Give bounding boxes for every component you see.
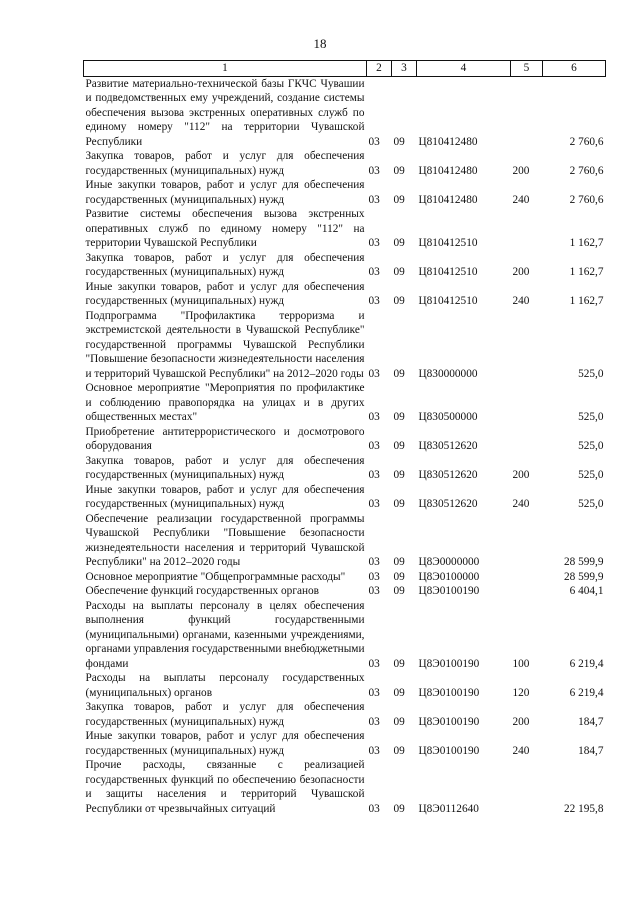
row-subsection: 09 (393, 657, 405, 670)
row-amount: 525,0 (578, 498, 604, 510)
row-name: Закупка товаров, работ и услуг для обеспечения государственных (муниципальных) нужд (85, 701, 365, 728)
row-name: Иные закупки товаров, работ и услуг для обеспечения государственных (муниципальных) нужд (85, 280, 365, 307)
row-expense-type (511, 584, 543, 599)
column-header-section: 2 (367, 61, 392, 77)
table-body (84, 76, 606, 816)
row-target-article: Ц810412510 (418, 266, 478, 278)
table-row (84, 483, 606, 512)
row-name: Развитие системы обеспечения вызова экстренных оперативных служб по единому номеру "112" на территории Чувашской Республики (85, 208, 365, 249)
row-target-article: Ц8Э0100190 (418, 585, 480, 597)
table-row (84, 309, 606, 382)
row-subsection: 09 (393, 266, 405, 278)
row-expense-type: 120 (512, 686, 530, 699)
row-section: 03 (368, 164, 380, 177)
row-target-article: Ц810412480 (418, 135, 478, 148)
row-name: Закупка товаров, работ и услуг для обеспечения государственных (муниципальных) нужд (85, 150, 365, 177)
row-section: 03 (368, 585, 380, 597)
row-target-article: Ц830512620 (418, 498, 478, 510)
page-number: 18 (313, 36, 327, 51)
row-expense-type: 100 (512, 657, 530, 670)
row-subsection: 09 (393, 440, 405, 452)
row-name: Приобретение антитеррористического и досмотрового оборудования (85, 425, 365, 452)
row-section: 03 (368, 135, 380, 148)
row-amount: 525,0 (578, 469, 604, 481)
row-section: 03 (368, 802, 380, 815)
row-expense-type (511, 309, 543, 382)
row-section: 03 (368, 570, 380, 583)
row-expense-type: 240 (512, 295, 530, 307)
row-target-article: Ц8Э0100190 (418, 744, 480, 757)
row-section: 03 (368, 715, 380, 728)
row-name: Закупка товаров, работ и услуг для обеспечения государственных (муниципальных) нужд (85, 454, 365, 481)
table-row (84, 454, 606, 483)
table-row (84, 251, 606, 280)
row-amount: 1 162,7 (569, 266, 604, 278)
row-name: Основное мероприятие "Общепрограммные расходы" (85, 570, 346, 583)
row-section: 03 (368, 744, 380, 757)
table-row (84, 729, 606, 758)
row-amount: 28 599,9 (563, 570, 604, 583)
row-target-article: Ц830512620 (418, 469, 478, 481)
row-target-article: Ц8Э0100000 (418, 570, 480, 583)
row-subsection: 09 (393, 164, 405, 177)
row-target-article: Ц8Э0112640 (418, 802, 479, 815)
row-target-article: Ц830000000 (418, 367, 478, 380)
row-amount: 525,0 (578, 367, 604, 380)
row-expense-type (511, 381, 543, 425)
row-amount: 1 162,7 (569, 295, 604, 307)
row-amount: 28 599,9 (563, 556, 604, 568)
row-subsection: 09 (393, 802, 405, 815)
row-subsection: 09 (393, 193, 405, 206)
row-name: Иные закупки товаров, работ и услуг для обеспечения государственных (муниципальных) нужд (85, 483, 365, 510)
row-amount: 184,7 (578, 744, 604, 757)
row-amount: 2 760,6 (569, 164, 604, 177)
column-header-amount: 6 (543, 61, 606, 77)
row-amount: 2 760,6 (569, 135, 604, 148)
row-section: 03 (368, 657, 380, 670)
row-target-article: Ц810412480 (418, 193, 478, 206)
table-row (84, 700, 606, 729)
row-target-article: Ц8Э0100190 (418, 686, 480, 699)
row-name: Обеспечение реализации государственной программы Чувашской Республики "Повышение безопасности жизнедеятельности населения и территорий Чувашской Республики" на 2012–2020 годы (85, 512, 365, 568)
column-header-subsection: 3 (392, 61, 417, 77)
row-target-article: Ц830500000 (418, 411, 478, 423)
table-row (84, 758, 606, 816)
row-name: Иные закупки товаров, работ и услуг для обеспечения государственных (муниципальных) нужд (85, 730, 365, 757)
row-target-article: Ц8Э0000000 (418, 556, 480, 568)
row-target-article: Ц810412510 (418, 237, 478, 249)
row-target-article: Ц810412510 (418, 295, 478, 307)
row-expense-type: 200 (512, 469, 530, 481)
row-amount: 6 219,4 (569, 657, 604, 670)
row-subsection: 09 (393, 135, 405, 148)
row-expense-type: 240 (512, 744, 530, 757)
row-subsection: 09 (393, 744, 405, 757)
row-expense-type: 240 (512, 498, 530, 510)
row-target-article: Ц8Э0100190 (418, 657, 480, 670)
row-expense-type (511, 758, 543, 816)
row-section: 03 (368, 686, 380, 699)
row-amount: 2 760,6 (569, 193, 604, 206)
table-row (84, 570, 606, 585)
row-name: Обеспечение функций государственных органов (85, 585, 320, 597)
row-expense-type: 200 (512, 266, 530, 278)
row-name: Закупка товаров, работ и услуг для обеспечения государственных (муниципальных) нужд (85, 251, 365, 278)
row-name: Развитие материально-технической базы ГКЧС Чувашии и подведомственных ему учреждений, создание системы обеспечения вызова экстренных оперативных служб по единому номеру "112" на территории Чувашской Республики (85, 77, 365, 148)
row-amount: 525,0 (578, 411, 604, 423)
row-expense-type (511, 207, 543, 251)
row-amount: 6 404,1 (569, 585, 604, 597)
row-expense-type: 200 (512, 715, 530, 728)
column-header-expense-type: 5 (511, 61, 543, 77)
row-section: 03 (368, 237, 380, 249)
row-amount: 22 195,8 (563, 802, 604, 815)
row-subsection: 09 (393, 556, 405, 568)
row-expense-type (511, 76, 543, 149)
table-row (84, 381, 606, 425)
row-name: Иные закупки товаров, работ и услуг для обеспечения государственных (муниципальных) нужд (85, 179, 365, 206)
row-name: Основное мероприятие "Мероприятия по профилактике и соблюдению правопорядка на улицах и в других общественных местах" (85, 382, 365, 423)
row-target-article: Ц810412480 (418, 164, 478, 177)
table-row (84, 280, 606, 309)
row-section: 03 (368, 556, 380, 568)
table-row (84, 425, 606, 454)
row-section: 03 (368, 295, 380, 307)
row-name: Расходы на выплаты персоналу государственных (муниципальных) органов (85, 672, 365, 699)
table-row (84, 512, 606, 570)
row-subsection: 09 (393, 686, 405, 699)
row-subsection: 09 (393, 585, 405, 597)
row-target-article: Ц8Э0100190 (418, 715, 480, 728)
row-subsection: 09 (393, 411, 405, 423)
table-row (84, 149, 606, 178)
row-subsection: 09 (393, 570, 405, 583)
row-expense-type: 240 (512, 193, 530, 206)
row-expense-type (511, 570, 543, 585)
table-row (84, 599, 606, 672)
row-subsection: 09 (393, 237, 405, 249)
table-row (84, 207, 606, 251)
budget-table (83, 60, 606, 816)
row-subsection: 09 (393, 498, 405, 510)
row-name: Расходы на выплаты персоналу в целях обеспечения выполнения функций государственными (муниципальными) органами, казенными учреждениями, органами управления государственными внебюджетными фондами (85, 599, 365, 670)
row-amount: 184,7 (578, 715, 604, 728)
table-row (84, 671, 606, 700)
column-header-target-article: 4 (417, 61, 511, 77)
row-expense-type: 200 (512, 164, 530, 177)
row-section: 03 (368, 469, 380, 481)
row-section: 03 (368, 440, 380, 452)
row-expense-type (511, 425, 543, 454)
row-section: 03 (368, 193, 380, 206)
table-row (84, 584, 606, 599)
row-name: Прочие расходы, связанные с реализацией государственных функций по обеспечению безопасности и защиты населения и территорий Чувашской Республики от чрезвычайных ситуаций (85, 759, 365, 815)
row-subsection: 09 (393, 469, 405, 481)
row-section: 03 (368, 411, 380, 423)
row-section: 03 (368, 367, 380, 380)
row-target-article: Ц830512620 (418, 440, 478, 452)
column-header-name: 1 (84, 61, 367, 77)
row-section: 03 (368, 498, 380, 510)
table-row (84, 76, 606, 149)
row-name: Подпрограмма "Профилактика терроризма и экстремистской деятельности в Чувашской Республике" государственной программы Чувашской Республики "Повышение безопасности жизнедеятельности населения и территорий Чувашской Республики" на 2012–2020 годы (85, 309, 365, 380)
row-section: 03 (368, 266, 380, 278)
table-row (84, 178, 606, 207)
row-expense-type (511, 512, 543, 570)
table-header-row (84, 61, 606, 77)
row-subsection: 09 (393, 367, 405, 380)
row-subsection: 09 (393, 715, 405, 728)
row-subsection: 09 (393, 295, 405, 307)
row-amount: 6 219,4 (569, 686, 604, 699)
row-amount: 1 162,7 (569, 237, 604, 249)
row-amount: 525,0 (578, 440, 604, 452)
